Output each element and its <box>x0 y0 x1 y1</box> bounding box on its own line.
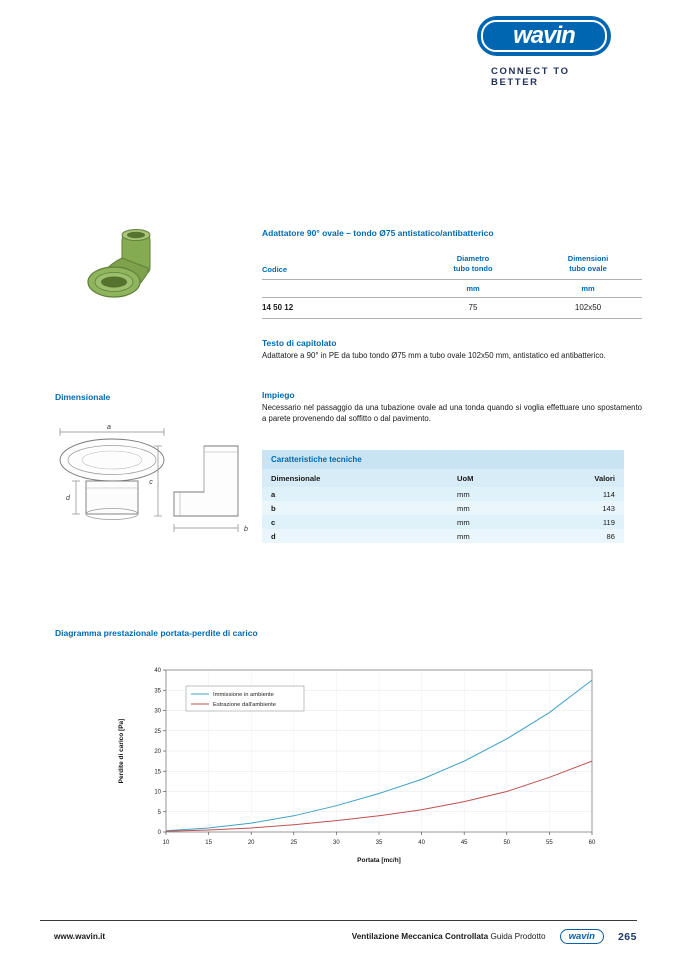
table-row <box>262 487 624 501</box>
svg-text:25: 25 <box>290 840 298 846</box>
tech-row-value: 86 <box>606 531 615 541</box>
svg-text:20: 20 <box>247 840 255 846</box>
diagram-heading: Diagramma prestazionale portata-perdite di carico <box>55 628 258 638</box>
footer-doc-title-bold: Ventilazione Meccanica Controllata <box>351 932 489 941</box>
svg-text:35: 35 <box>375 840 383 846</box>
diameter-unit: mm <box>466 284 480 294</box>
capitolato-heading: Testo di capitolato <box>262 338 337 348</box>
tech-row-name: a <box>271 489 276 499</box>
tech-row-uom: mm <box>457 517 470 527</box>
code-table-data-row <box>262 298 642 319</box>
svg-text:15: 15 <box>154 769 161 776</box>
table-row <box>262 515 624 529</box>
svg-text:20: 20 <box>154 749 161 755</box>
svg-text:35: 35 <box>154 688 161 695</box>
tech-row-name: b <box>271 503 276 513</box>
footer-wavin-logo-text: wavin <box>568 931 595 942</box>
svg-text:Perdite di carico [Pa]: Perdite di carico [Pa] <box>118 718 125 784</box>
dimensions-unit: mm <box>581 284 595 294</box>
footer-website: www.wavin.it <box>54 932 106 941</box>
tech-row-uom: mm <box>457 489 470 499</box>
dimensions-header-line2: tubo ovale <box>569 264 607 274</box>
tech-header-valori: Valori <box>594 474 615 483</box>
svg-text:45: 45 <box>460 840 468 846</box>
svg-text:0: 0 <box>157 830 161 836</box>
svg-text:40: 40 <box>154 668 161 674</box>
tech-specs-table <box>262 450 624 543</box>
footer-doc-title-regular: Guida Prodotto <box>490 932 546 941</box>
footer-wavin-logo <box>560 929 604 944</box>
tech-row-value: 143 <box>602 503 615 513</box>
svg-text:10: 10 <box>162 840 170 846</box>
tech-header-dimensionale: Dimensionale <box>271 474 321 483</box>
product-photo-image <box>80 224 164 308</box>
svg-text:Estrazione dall'ambiente: Estrazione dall'ambiente <box>213 702 276 708</box>
dimensions-column-header <box>534 254 642 274</box>
technical-drawing-image <box>46 420 264 548</box>
svg-text:Immissione in ambiente: Immissione in ambiente <box>213 692 274 698</box>
impiego-text: Necessario nel passaggio da una tubazione ovale ad una tonda quando si voglia effettuare uno spostamento a parete provenendo dal soffitto o dal pavimento. <box>262 403 642 423</box>
svg-text:30: 30 <box>154 708 161 715</box>
svg-text:40: 40 <box>418 840 425 846</box>
dim-label-b: b <box>244 526 248 533</box>
code-column-header: Codice <box>262 265 288 275</box>
footer-doc-title <box>352 932 546 941</box>
brand-header <box>477 16 611 88</box>
tech-row-name: d <box>271 531 276 541</box>
impiego-heading: Impiego <box>262 390 295 400</box>
dim-label-d: d <box>66 495 70 502</box>
svg-text:25: 25 <box>154 728 161 735</box>
page-footer <box>40 920 637 944</box>
tech-specs-title-band <box>262 450 624 469</box>
dimensions-header-line1: Dimensioni <box>567 254 609 263</box>
product-diameter: 75 <box>468 303 478 313</box>
svg-text:50: 50 <box>503 840 511 846</box>
tech-specs-rows <box>262 487 624 543</box>
brand-tagline: CONNECT TO BETTER <box>491 66 570 88</box>
footer-right-group <box>352 929 637 944</box>
product-code-table <box>262 254 642 319</box>
wavin-logo <box>477 16 611 56</box>
page-number: 265 <box>617 930 637 943</box>
svg-text:60: 60 <box>588 840 596 846</box>
dimensionale-heading: Dimensionale <box>55 392 111 402</box>
table-row <box>262 501 624 515</box>
diameter-header-line1: Diametro <box>456 254 490 263</box>
performance-chart-svg <box>112 658 602 866</box>
tech-specs-header-row <box>262 469 624 487</box>
diameter-column-header <box>412 254 534 274</box>
svg-text:55: 55 <box>546 840 553 846</box>
dim-label-c: c <box>149 479 153 486</box>
product-dimensions: 102x50 <box>574 303 602 313</box>
tech-row-value: 114 <box>602 489 615 499</box>
tech-row-uom: mm <box>457 503 470 513</box>
tech-row-name: c <box>271 517 276 527</box>
tech-specs-title: Caratteristiche tecniche <box>271 455 362 464</box>
wavin-logo-text: wavin <box>513 22 575 49</box>
diameter-header-line2: tubo tondo <box>453 264 493 274</box>
svg-text:10: 10 <box>154 789 161 796</box>
product-code: 14 50 12 <box>262 303 294 313</box>
tech-row-uom: mm <box>457 531 470 541</box>
impiego-section <box>262 390 642 424</box>
performance-chart <box>112 658 602 868</box>
tech-header-uom: UoM <box>457 474 474 483</box>
svg-text:Portata [mc/h]: Portata [mc/h] <box>357 857 401 864</box>
svg-text:30: 30 <box>333 840 340 846</box>
code-table-header-row <box>262 254 642 280</box>
capitolato-section <box>262 338 642 362</box>
code-table-units-row <box>262 280 642 298</box>
table-row <box>262 529 624 543</box>
tech-row-value: 119 <box>602 517 615 527</box>
svg-text:5: 5 <box>157 809 161 816</box>
product-photo <box>80 224 164 308</box>
svg-text:15: 15 <box>205 840 212 846</box>
dim-label-a: a <box>107 424 111 431</box>
capitolato-text: Adattatore a 90° in PE da tubo tondo Ø75 mm a tubo ovale 102x50 mm, antistatico ed antibatterico. <box>262 351 606 360</box>
technical-drawing <box>46 420 264 548</box>
product-title: Adattatore 90° ovale – tondo Ø75 antistatico/antibatterico <box>262 228 494 238</box>
